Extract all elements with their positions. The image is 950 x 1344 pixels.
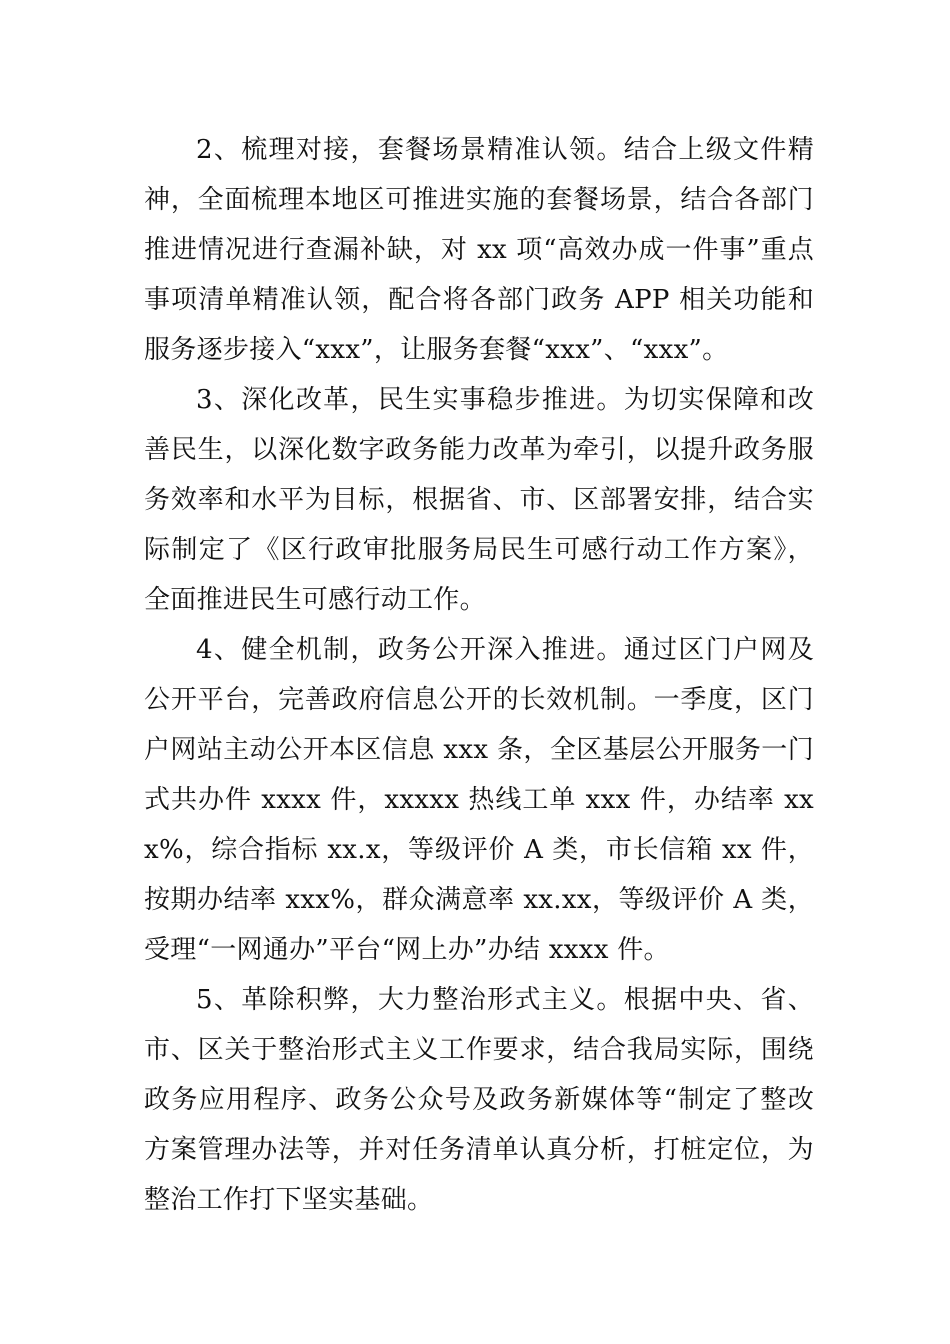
paragraph-2-docking: 2、梳理对接，套餐场景精准认领。结合上级文件精神，全面梳理本地区可推进实施的套餐场景，结合各部门推进情况进行查漏补缺，对 xx 项“高效办成一件事”重点事项清单精准认领，配合将各部门政务 APP 相关功能和服务逐步接入“xxx”，让服务套餐“xxx”、“xxx”。 — [144, 135, 814, 365]
paragraph-4-mechanism: 4、健全机制，政务公开深入推进。通过区门户网及公开平台，完善政府信息公开的长效机制。一季度，区门户网站主动公开本区信息 xxx 条，全区基层公开服务一门式共办件 xxxx 件，xxxxx 热线工单 xxx 件，办结率 xxx%，综合指标 xx.x，等级评价 A 类，市长信箱 xx 件，按期办结率 xxx%，群众满意率 xx.xx，等级评价 A 类，受理“一网通办”平台“网上办”办结 xxxx 件。 — [144, 635, 814, 965]
paragraph-5-formalism: 5、革除积弊，大力整治形式主义。根据中央、省、市、区关于整治形式主义工作要求，结合我局实际，围绕政务应用程序、政务公众号及政务新媒体等“制定了整改方案管理办法等，并对任务清单认真分析，打桩定位，为整治工作打下坚实基础。 — [144, 985, 814, 1215]
paragraph-3-reform: 3、深化改革，民生实事稳步推进。为切实保障和改善民生，以深化数字政务能力改革为牵引，以提升政务服务效率和水平为目标，根据省、市、区部署安排，结合实际制定了《区行政审批服务局民生可感行动工作方案》，全面推进民生可感行动工作。 — [144, 385, 814, 615]
document-body — [144, 125, 814, 1225]
